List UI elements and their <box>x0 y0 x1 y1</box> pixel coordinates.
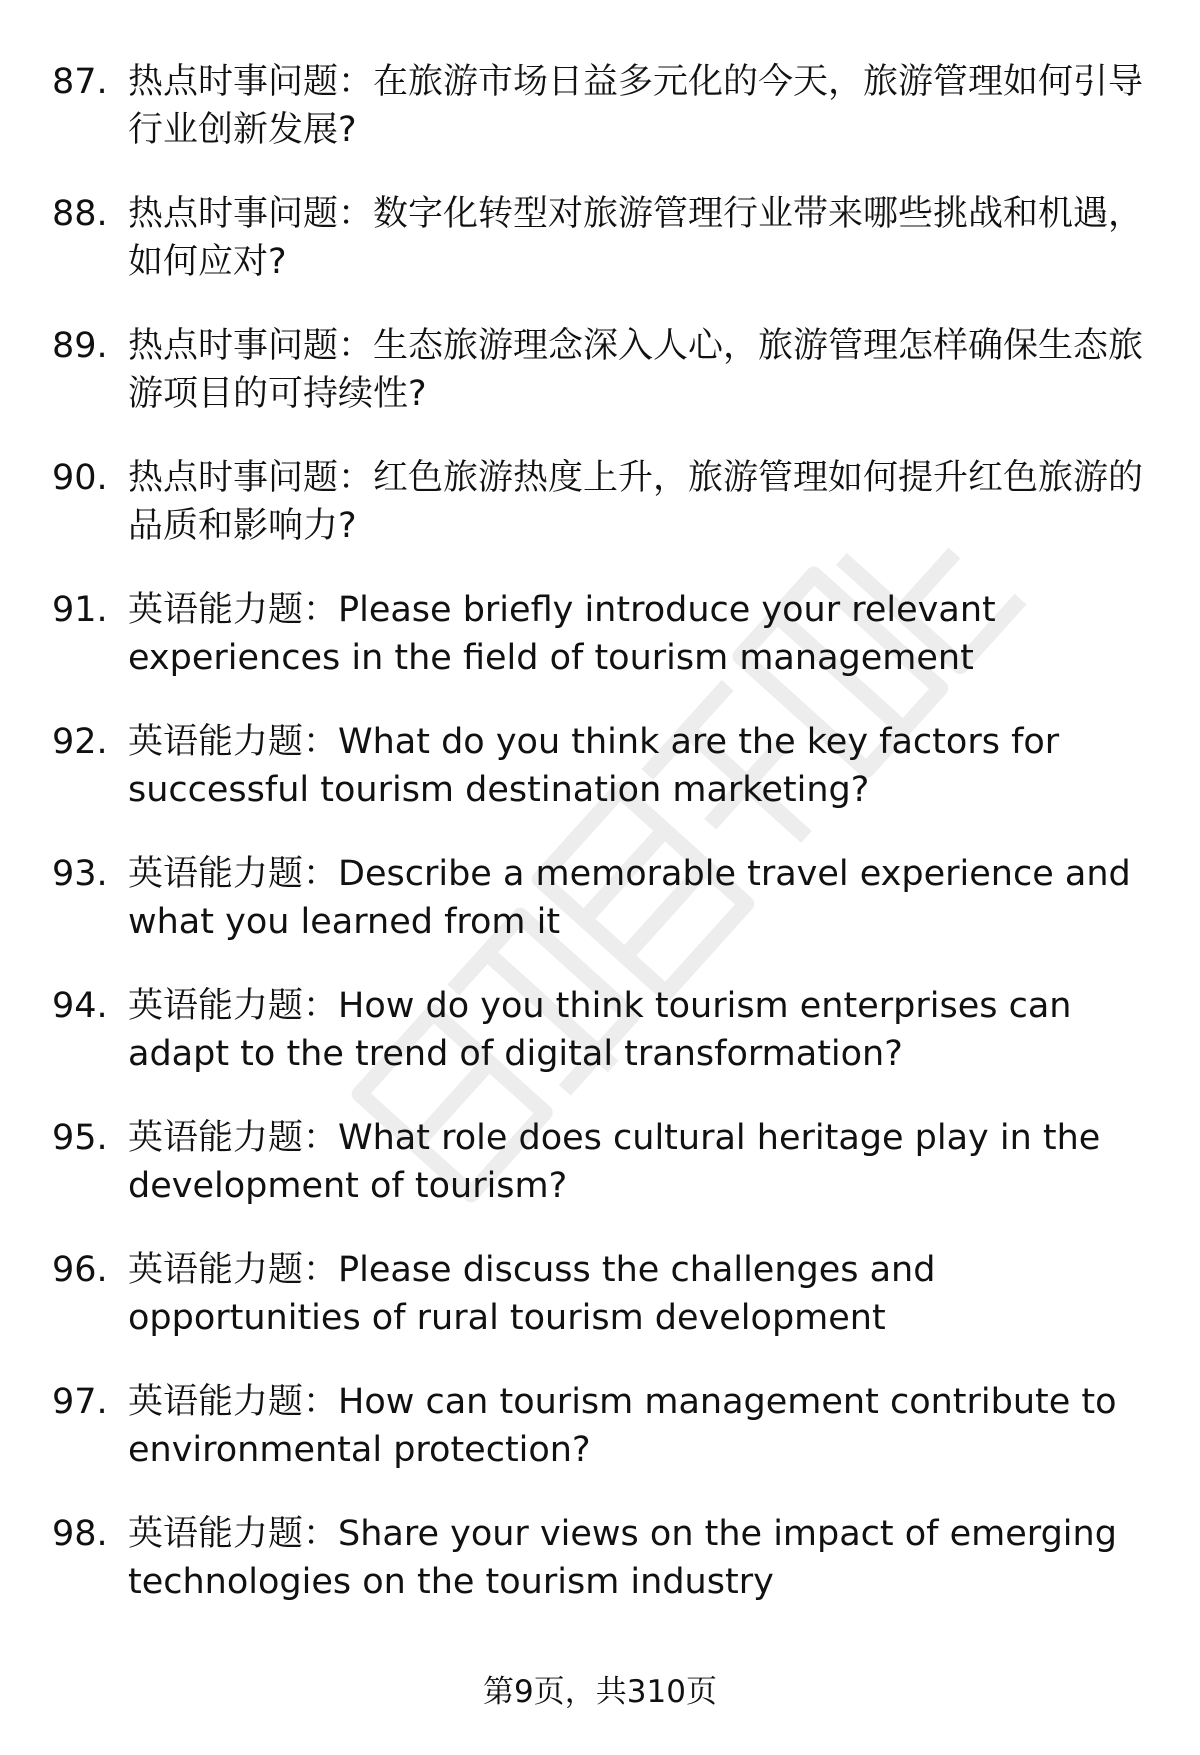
list-item <box>52 1510 1152 1642</box>
question-text: 英语能力题：How do you think tourism enterprises can adapt to the trend of digital transformation? <box>128 986 1072 1074</box>
question-number: 95. <box>52 1118 108 1158</box>
question-number: 90. <box>52 458 108 498</box>
question-number: 88. <box>52 194 108 234</box>
list-item <box>52 190 1152 322</box>
list-item <box>52 1246 1152 1378</box>
list-item <box>52 58 1152 190</box>
question-number: 89. <box>52 326 108 366</box>
question-text: 英语能力题：Please briefly introduce your relevant experiences in the field of tourism management <box>128 590 996 678</box>
list-item <box>52 1378 1152 1510</box>
question-number: 92. <box>52 722 108 762</box>
question-number: 97. <box>52 1382 108 1422</box>
list-item <box>52 322 1152 454</box>
question-number: 96. <box>52 1250 108 1290</box>
question-text: 热点时事问题：生态旅游理念深入人心，旅游管理怎样确保生态旅游项目的可持续性? <box>128 326 1144 414</box>
list-item <box>52 850 1152 982</box>
question-number: 98. <box>52 1514 108 1554</box>
question-number: 93. <box>52 854 108 894</box>
question-text: 英语能力题：What do you think are the key factors for successful tourism destination marketing? <box>128 722 1060 810</box>
question-text: 英语能力题：Share your views on the impact of emerging technologies on the tourism industry <box>128 1514 1117 1602</box>
list-item <box>52 586 1152 718</box>
list-item <box>52 1114 1152 1246</box>
question-text: 英语能力题：Describe a memorable travel experience and what you learned from it <box>128 854 1131 942</box>
question-number: 94. <box>52 986 108 1026</box>
question-list <box>52 58 1152 1642</box>
list-item <box>52 718 1152 850</box>
question-text: 英语能力题：What role does cultural heritage play in the development of tourism? <box>128 1118 1101 1206</box>
question-text: 英语能力题：Please discuss the challenges and opportunities of rural tourism development <box>128 1250 936 1338</box>
list-item <box>52 982 1152 1114</box>
question-number: 91. <box>52 590 108 630</box>
page-footer: 第9页，共310页 <box>483 1674 717 1710</box>
question-text: 英语能力题：How can tourism management contribute to environmental protection? <box>128 1382 1117 1470</box>
question-text: 热点时事问题：在旅游市场日益多元化的今天，旅游管理如何引导行业创新发展? <box>128 62 1144 150</box>
question-text: 热点时事问题：数字化转型对旅游管理行业带来哪些挑战和机遇，如何应对? <box>128 194 1144 282</box>
list-item <box>52 454 1152 586</box>
question-text: 热点时事问题：红色旅游热度上升，旅游管理如何提升红色旅游的品质和影响力? <box>128 458 1144 546</box>
question-number: 87. <box>52 62 108 102</box>
